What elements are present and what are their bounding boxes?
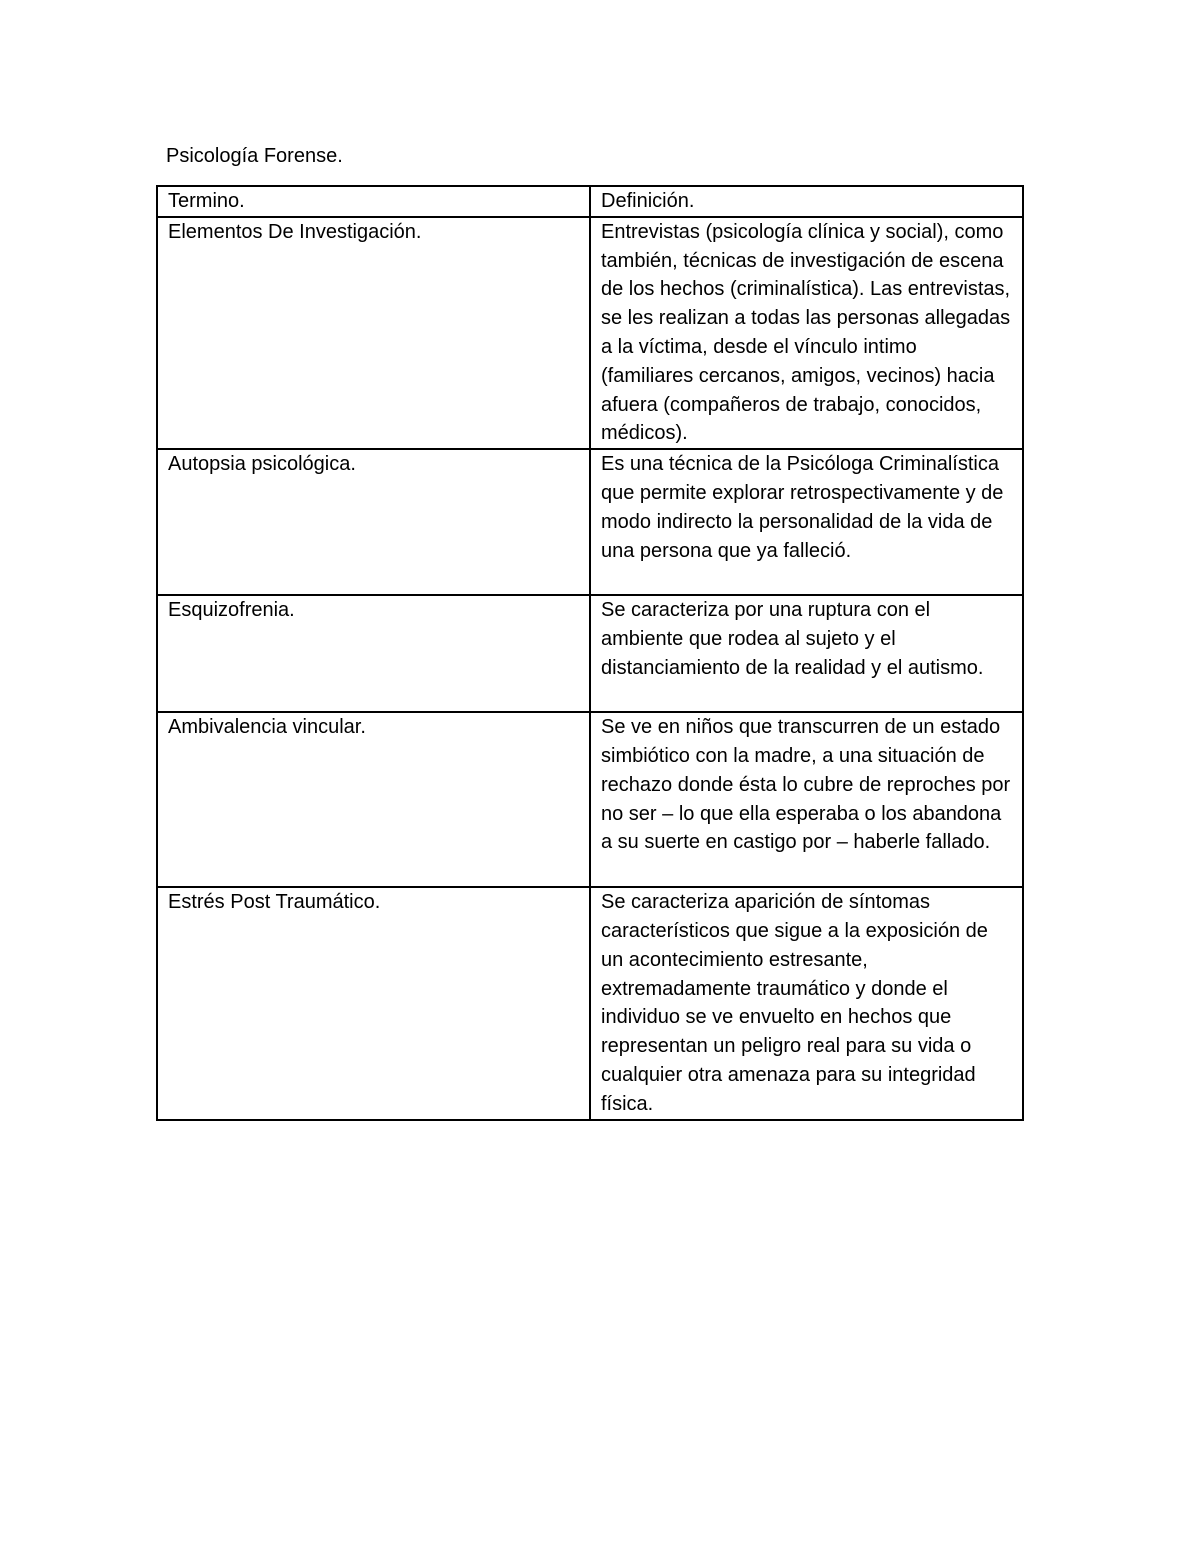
definition-cell: Se ve en niños que transcurren de un estado simbiótico con la madre, a una situación de rechazo donde ésta lo cubre de reproches por no ser – lo que ella esperaba o los abandona a su suerte en castigo por – haberle fallado. bbox=[590, 712, 1023, 887]
page-title: Psicología Forense. bbox=[166, 145, 343, 167]
term-cell: Elementos De Investigación. bbox=[157, 217, 590, 449]
header-definition: Definición. bbox=[590, 186, 1023, 217]
term-cell: Esquizofrenia. bbox=[157, 595, 590, 712]
glossary-table bbox=[156, 185, 1024, 1121]
term-cell: Estrés Post Traumático. bbox=[157, 887, 590, 1119]
definition-cell: Es una técnica de la Psicóloga Criminalística que permite explorar retrospectivamente y de modo indirecto la personalidad de la vida de una persona que ya falleció. bbox=[590, 449, 1023, 595]
table-row bbox=[157, 887, 1023, 1119]
term-cell: Ambivalencia vincular. bbox=[157, 712, 590, 887]
table-row bbox=[157, 712, 1023, 887]
definition-cell: Entrevistas (psicología clínica y social), como también, técnicas de investigación de escena de los hechos (criminalística). Las entrevistas, se les realizan a todas las personas allegadas a la víctima, desde el vínculo intimo (familiares cercanos, amigos, vecinos) hacia afuera (compañeros de trabajo, conocidos, médicos). bbox=[590, 217, 1023, 449]
definition-cell: Se caracteriza aparición de síntomas característicos que sigue a la exposición de un acontecimiento estresante, extremadamente traumático y donde el individuo se ve envuelto en hechos que representan un peligro real para su vida o cualquier otra amenaza para su integridad física. bbox=[590, 887, 1023, 1119]
table-row bbox=[157, 595, 1023, 712]
table-header-row bbox=[157, 186, 1023, 217]
table-row bbox=[157, 217, 1023, 449]
definition-cell: Se caracteriza por una ruptura con el ambiente que rodea al sujeto y el distanciamiento de la realidad y el autismo. bbox=[590, 595, 1023, 712]
term-cell: Autopsia psicológica. bbox=[157, 449, 590, 595]
table-row bbox=[157, 449, 1023, 595]
header-term: Termino. bbox=[157, 186, 590, 217]
